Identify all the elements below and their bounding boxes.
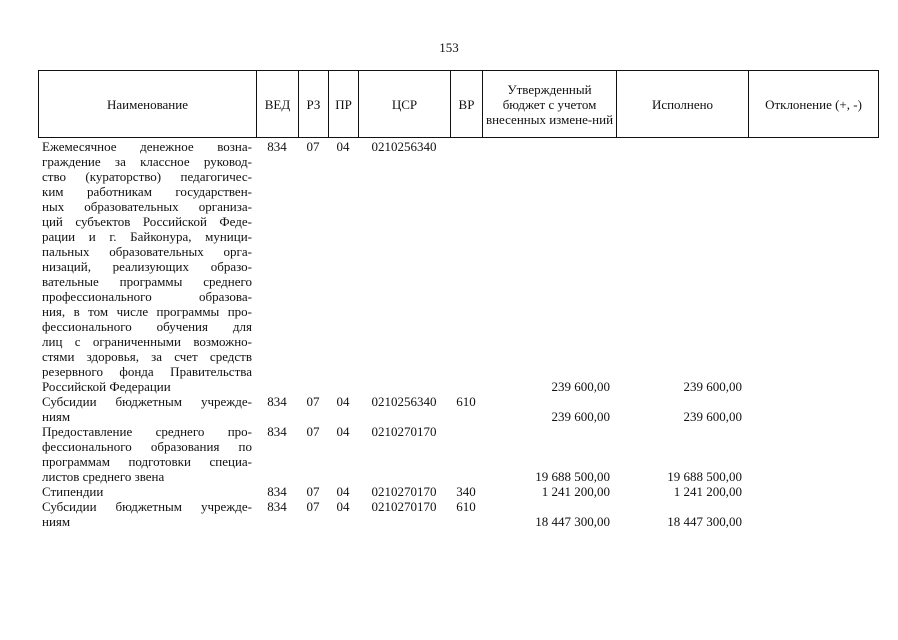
header-rz: РЗ: [299, 71, 329, 138]
table-row: [38, 499, 878, 529]
row-deviation: [748, 394, 878, 424]
row-approved: 18 447 300,00: [535, 514, 610, 529]
row-name-line: Российской Федерации: [42, 379, 171, 394]
row-pr: 04: [336, 484, 350, 499]
row-deviation: [748, 424, 878, 484]
row-vr: [450, 139, 482, 394]
row-name-line: пальных образовательных орга-: [42, 244, 252, 259]
table-row: [38, 484, 878, 499]
row-rz: 07: [306, 424, 320, 439]
row-name-line: Ежемесячное денежное возна-: [42, 139, 252, 154]
row-name-line: рации и г. Байконура, муници-: [42, 229, 252, 244]
row-name-line: ниям: [42, 409, 71, 424]
header-pr: ПР: [329, 71, 359, 138]
header-approved: Утвержденный бюджет с учетом внесенных измене-ний: [483, 71, 617, 138]
row-name-line: лиц с ограниченными возможно-: [42, 334, 252, 349]
header-ved: ВЕД: [257, 71, 299, 138]
row-pr: 04: [336, 499, 350, 514]
row-executed: 18 447 300,00: [667, 514, 742, 529]
row-deviation: [748, 484, 878, 499]
row-name: [38, 394, 256, 424]
row-rz: 07: [306, 394, 320, 409]
row-name-line: ким работникам государствен-: [42, 184, 252, 199]
header-deviation: Отклонение (+, -): [749, 71, 879, 138]
row-vr: 610: [456, 499, 476, 514]
row-pr: 04: [336, 394, 350, 409]
row-name-line: ния, в том числе программы про-: [42, 304, 252, 319]
header-vr: ВР: [451, 71, 483, 138]
row-ved: 834: [267, 499, 287, 514]
row-vr: [450, 424, 482, 484]
row-name-line: стями здоровья, за счет средств: [42, 349, 252, 364]
row-vr: 340: [456, 484, 476, 499]
row-name-line: ций субъектов Российской Феде-: [42, 214, 252, 229]
row-name: [38, 139, 256, 394]
row-executed: 19 688 500,00: [667, 469, 742, 484]
row-approved: 239 600,00: [551, 379, 610, 394]
row-deviation: [748, 139, 878, 394]
header-name: Наименование: [39, 71, 257, 138]
row-csr: 0210270170: [371, 424, 437, 439]
page-number: 153: [439, 40, 459, 55]
row-rz: 07: [306, 484, 320, 499]
row-executed: 1 241 200,00: [673, 484, 742, 499]
row-csr: 0210270170: [371, 484, 437, 499]
row-executed: 239 600,00: [683, 409, 742, 424]
row-name-line: ных образовательных организа-: [42, 199, 252, 214]
row-ved: 834: [267, 484, 287, 499]
row-approved: 19 688 500,00: [535, 469, 610, 484]
budget-table-body: [38, 139, 878, 529]
table-row: [38, 394, 878, 424]
row-name-line: Стипендии: [42, 484, 104, 499]
table-rows: [38, 139, 878, 529]
row-name-line: профессионального образова-: [42, 289, 252, 304]
row-name-line: Предоставление среднего про-: [42, 424, 252, 439]
row-name-line: резервного фонда Правительства: [42, 364, 252, 379]
row-name: [38, 499, 256, 529]
row-name-line: Субсидии бюджетным учрежде-: [42, 499, 252, 514]
row-csr: 0210256340: [371, 394, 437, 409]
row-ved: 834: [267, 424, 287, 439]
row-rz: 07: [306, 139, 320, 154]
row-approved: 1 241 200,00: [541, 484, 610, 499]
row-name-line: вательные программы среднего: [42, 274, 252, 289]
row-approved: 239 600,00: [551, 409, 610, 424]
row-name-line: ство (кураторство) педагогичес-: [42, 169, 252, 184]
row-rz: 07: [306, 499, 320, 514]
row-name-line: программам подготовки специа-: [42, 454, 252, 469]
table-row: [38, 139, 878, 394]
row-ved: 834: [267, 139, 287, 154]
table-row: [38, 424, 878, 484]
row-name-line: Субсидии бюджетным учрежде-: [42, 394, 252, 409]
row-csr: 0210256340: [371, 139, 437, 154]
row-deviation: [748, 499, 878, 529]
row-pr: 04: [336, 424, 350, 439]
table-header: [38, 70, 879, 138]
row-name-line: фессионального образования по: [42, 439, 252, 454]
row-vr: 610: [456, 394, 476, 409]
header-csr: ЦСР: [359, 71, 451, 138]
row-ved: 834: [267, 394, 287, 409]
row-name: [38, 484, 256, 499]
row-csr: 0210270170: [371, 499, 437, 514]
row-name: [38, 424, 256, 484]
row-name-line: низаций, реализующих образо-: [42, 259, 252, 274]
header-executed: Исполнено: [617, 71, 749, 138]
row-pr: 04: [336, 139, 350, 154]
row-name-line: граждение за классное руковод-: [42, 154, 252, 169]
row-name-line: фессионального обучения для: [42, 319, 252, 334]
row-name-line: ниям: [42, 514, 71, 529]
row-executed: 239 600,00: [683, 379, 742, 394]
row-name-line: листов среднего звена: [42, 469, 165, 484]
